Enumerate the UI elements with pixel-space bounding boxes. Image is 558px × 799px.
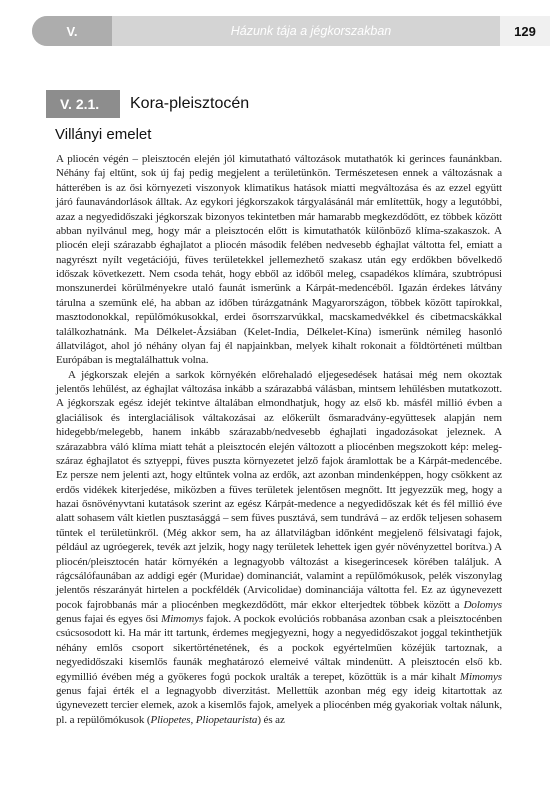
page-number: 129 xyxy=(500,16,550,46)
paragraph-2-text-b: genus fajai és egyes ősi xyxy=(56,613,162,625)
paragraph-1 xyxy=(56,152,502,368)
section-number: V. 2.1. xyxy=(46,90,120,118)
chapter-number: V. xyxy=(32,16,112,46)
paragraph-2-text-d: genus fajai érték el a legnagyobb diverzitást. Mellettük azonban még egy ideig kitartottak az úgynevezett tercier elemek, azok a kisemlős fajok, amelyek a pliocénben még gyakoriak voltak nálunk, pl. a repülőmókusok ( xyxy=(56,684,502,726)
paragraph-2-text-e: ) és az xyxy=(257,713,285,726)
paragraph-2-text-c: fajok. A pockok evolúciós robbanása azonban csak a pleisztocénben csúcsosodott ki. Ha már itt tartunk, érdemes megjegyezni, hogy a negyedidőszakot joggal tekinthetjük néhány emlős csoport sikertörténetének, és a pockok egyértelműen közéjük tartoznak, a negyedidőszaki kisemlős faunák meghatározó elemeivé váltak mindenütt. A pleisztocén első kb. egymillió évében még a gyökeres fogú pockok uralták a terepet, közöttük is a már kihalt xyxy=(56,613,502,683)
paragraph-2-text-a: A jégkorszak elején a sarkok környékén előrehaladó eljegesedések hatásai még nem okoztak jelentős lehűlést, az éghajlat változása inkább a szárazabbá válásban, mintsem lehűlésben mutatkozott. A jégkorszak egész idejét tekintve általában elmondhatjuk, hogy az első kb. másfél millió évben a glaciálisok és interglaciálisok váltakozásai az előkerült ősmaradvány-együttesek alapján nem hidegebb/melegebb, hanem inkább szárazabb/nedvesebb éghajlati ingadozásokat jeleznek. A szárazabbra váló klíma miatt tehát a pleisztocén elején változott a pliocénben megszokott kép: meleg-száraz éghajlatot és sztyeppi, füves puszta környezetet jelző fajok áramlottak be a Kárpát-medencébe. Ez persze nem jelenti azt, hogy eltűntek volna az erdők, azt azonban mindenképpen, hogy csökkent az erdős vidékek kiterjedése, miközben a füves területek jelentősen megnőtt. Itt jegyezzük meg, hogy a hazai ősnövényvtani kutatások szerint az egész Kárpát-medence a negyedidőszak két és fél millió éve alatt sohasem vált kietlen pusztasággá – sem füves pusztává, sem tundrává – az erdők teljesen sohasem tűntek el területünkről. (Még akkor sem, ha az állatvilágban időnként megjelenő félsivatagi fajok, például az ugróegerek, tevék azt jelzik, hogy nagy területek lehettek igen gyér növényzettel borítva.) A pliocén/pleisztocén határ környékén a legnagyobb változást a kisegerincesek körében találjuk. A rágcsálófaunában az addigi egér (Muridae) dominanciát, valamint a repülőmókusok, pelék viszonylag jelentős részarányát hirtelen a pockféldék (Arvicolidae) dominanciája váltotta fel. Ez az úgynevezett pocok fajrobbanás már a pliocénben megkezdődött, már ekkor elterjedtek többek között a xyxy=(56,368,502,611)
genus-pliopetes: Pliopetes, Pliopetaurista xyxy=(150,713,258,726)
section-subtitle: Villányi emelet xyxy=(55,126,152,143)
body-text xyxy=(56,152,502,727)
genus-mimomys: Mimomys xyxy=(161,613,204,625)
paragraph-1-text: A pliocén végén – pleisztocén elején jól kimutatható változások mutathatók ki gerinces faunánkban. Néhány faj eltűnt, sok új faj pedig megjelent a területünkön. Természetesen ennek a változásnak a hátterében is az ősi környezeti viszonyok klimatikus hatások miatti megváltozása és az ezzel együtt járó faunavándorlások álltak. Az egykori jégkorszakok tárgyalásánál már említettük, hogy a legutóbbi, azaz a negyedidőszaki jégkorszak bizonyos tekintetben már hamarabb megkezdődött, ez többek között abban nyilvánul meg, hogy már a pleisztocén előtt is kimutathatók különböző klíma-szakaszok. A pliocén eleji szárazabb éghajlatot a pliocén második felében nedvesebb éghajlat váltotta fel, emiatt a nagyrészt nyílt vegetációjú, füves területekkel jellemezhető szakasz után egy erdőkben bővelkedő időszak következett. Nem csoda tehát, hogy ebből az időből meleg, csapadékos klímára, szubtrópusi monszunerdei körülményekre utaló faunát ismerünk a Kárpát-medencéből. Igazán érdekes látvány tárulna a szemünk elé, ha abban az időben túrázgatnánk Magyarországon, többek között tapírokkal, masztodonokkal, repülőmókusokkal, erdei ősorrszarvúkkal, macskamedvékkel és cibetmacskákkal találkozhatnánk. Ma Délkelet-Ázsiában (Kelet-India, Délkelet-Kína) ismerünk némileg hasonló állatvilágot, ahol jó néhány olyan faj él napjainkban, melyek kihalt rokonait a földtörténeti múltban Európában is megtalálhattuk volna. xyxy=(56,153,502,367)
section-title: Kora-pleisztocén xyxy=(130,95,250,112)
genus-mimomys: Mimomys xyxy=(459,670,502,683)
genus-dolomys: Dolomys xyxy=(463,598,502,611)
paragraph-2 xyxy=(56,368,502,727)
chapter-title: Házunk tája a jégkorszakban xyxy=(230,24,392,38)
running-header xyxy=(32,16,550,46)
section-heading xyxy=(46,90,249,118)
